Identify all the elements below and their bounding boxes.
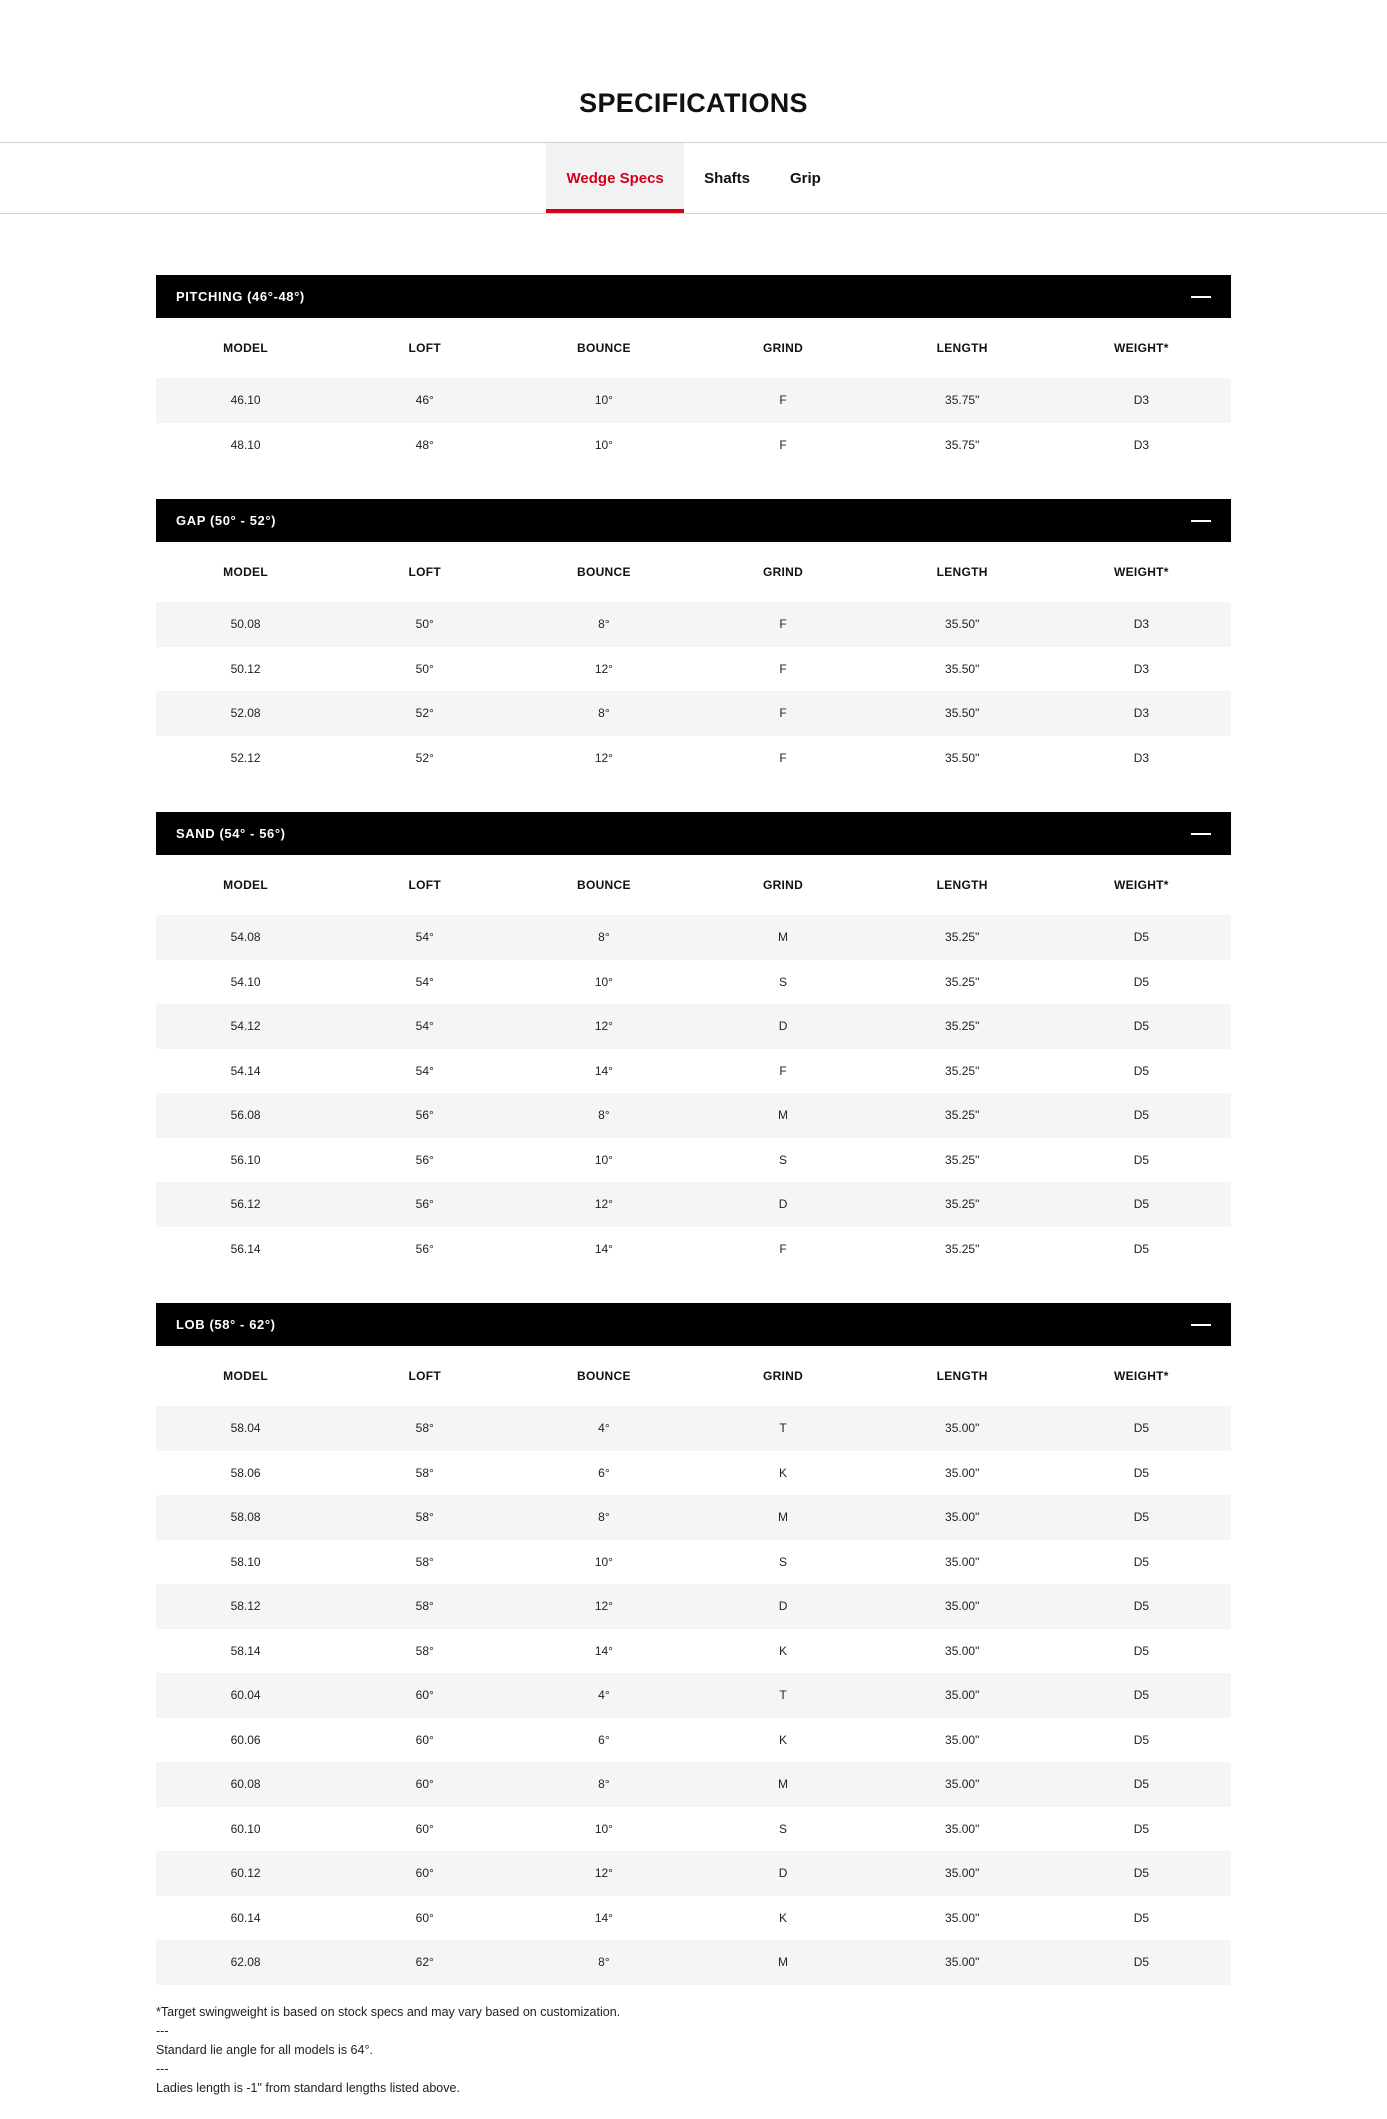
cell-grind: M — [693, 915, 872, 960]
table-row — [156, 960, 1231, 1005]
cell-model: 60.12 — [156, 1851, 335, 1896]
cell-grind: K — [779, 1465, 788, 1480]
cell-grind: D — [693, 1182, 872, 1227]
cell-grind: F — [779, 750, 787, 765]
cell-model: 58.04 — [156, 1406, 335, 1451]
cell-model: 54.14 — [230, 1063, 261, 1078]
minus-icon[interactable] — [1191, 296, 1211, 298]
column-header-bounce: BOUNCE — [576, 565, 631, 579]
table-header-row — [156, 855, 1231, 915]
column-header-bounce: BOUNCE — [576, 878, 631, 892]
column-header-model: MODEL — [223, 878, 268, 892]
spec-table — [156, 855, 1231, 1271]
cell-weight: D5 — [1052, 1182, 1231, 1227]
page-title: SPECIFICATIONS — [579, 88, 808, 118]
cell-grind: F — [779, 1063, 787, 1078]
table-row — [156, 1004, 1231, 1049]
cell-loft: 60° — [415, 1821, 434, 1836]
cell-weight: D5 — [1133, 1465, 1150, 1480]
footnote-line: *Target swingweight is based on stock specs and may vary based on customization. — [156, 2004, 621, 2019]
cell-bounce: 6° — [598, 1465, 610, 1480]
column-header-model: MODEL — [223, 565, 268, 579]
footnote-line: --- — [156, 2023, 169, 2038]
cell-length: 35.00" — [873, 1584, 1052, 1629]
cell-model: 56.14 — [230, 1241, 261, 1256]
spec-table — [156, 318, 1231, 467]
cell-loft: 60° — [415, 1910, 434, 1925]
footnotes — [156, 2003, 1231, 2098]
cell-bounce: 8° — [514, 1093, 693, 1138]
table-row — [156, 378, 1231, 423]
cell-loft: 56° — [335, 1093, 514, 1138]
cell-grind: M — [693, 1495, 872, 1540]
cell-model: 50.08 — [156, 602, 335, 647]
cell-weight: D5 — [1052, 1940, 1231, 1985]
cell-loft: 54° — [415, 974, 434, 989]
table-row — [156, 1718, 1231, 1763]
column-header-length: LENGTH — [936, 1369, 988, 1383]
cell-loft: 58° — [415, 1643, 434, 1658]
cell-model: 60.04 — [156, 1673, 335, 1718]
cell-model: 60.06 — [230, 1732, 261, 1747]
table-row — [156, 1451, 1231, 1496]
cell-model: 58.06 — [230, 1465, 261, 1480]
cell-weight: D5 — [1133, 1732, 1150, 1747]
cell-grind: F — [693, 602, 872, 647]
cell-grind: S — [779, 974, 788, 989]
cell-model: 58.08 — [156, 1495, 335, 1540]
cell-bounce: 14° — [594, 1910, 613, 1925]
cell-length: 35.25" — [945, 1241, 980, 1256]
table-header-row — [156, 1346, 1231, 1406]
minus-icon[interactable] — [1191, 833, 1211, 835]
table-row — [156, 423, 1231, 468]
cell-loft: 54° — [415, 1063, 434, 1078]
cell-bounce: 12° — [514, 1004, 693, 1049]
cell-grind: F — [693, 378, 872, 423]
cell-loft: 60° — [335, 1851, 514, 1896]
table-row — [156, 1673, 1231, 1718]
cell-bounce: 8° — [514, 1762, 693, 1807]
cell-model: 58.10 — [230, 1554, 261, 1569]
column-header-model: MODEL — [223, 341, 268, 355]
cell-weight: D5 — [1133, 1643, 1150, 1658]
cell-weight: D5 — [1052, 1093, 1231, 1138]
cell-bounce: 6° — [598, 1732, 610, 1747]
column-header-bounce: BOUNCE — [576, 1369, 631, 1383]
cell-weight: D5 — [1133, 1241, 1150, 1256]
cell-model: 58.12 — [156, 1584, 335, 1629]
cell-weight: D5 — [1052, 1673, 1231, 1718]
cell-bounce: 12° — [514, 1584, 693, 1629]
cell-bounce: 10° — [594, 1554, 613, 1569]
cell-grind: S — [779, 1821, 788, 1836]
cell-loft: 58° — [335, 1406, 514, 1451]
cell-model: 60.14 — [230, 1910, 261, 1925]
minus-icon[interactable] — [1191, 1324, 1211, 1326]
cell-length: 35.00" — [873, 1673, 1052, 1718]
cell-weight: D5 — [1052, 1406, 1231, 1451]
cell-bounce: 10° — [594, 1821, 613, 1836]
section-title: PITCHING (46°-48°) — [176, 289, 305, 304]
section-title: SAND (54° - 56°) — [176, 826, 286, 841]
cell-bounce: 8° — [514, 915, 693, 960]
footnote-line: Standard lie angle for all models is 64°. — [156, 2042, 373, 2057]
cell-grind: K — [779, 1643, 788, 1658]
table-row — [156, 1049, 1231, 1094]
cell-length: 35.50" — [945, 661, 980, 676]
cell-bounce: 10° — [594, 1152, 613, 1167]
column-header-loft: LOFT — [408, 1369, 441, 1383]
cell-weight: D5 — [1133, 1821, 1150, 1836]
cell-weight: D5 — [1052, 1495, 1231, 1540]
cell-bounce: 14° — [594, 1241, 613, 1256]
cell-grind: M — [693, 1940, 872, 1985]
cell-loft: 58° — [335, 1584, 514, 1629]
cell-loft: 58° — [335, 1495, 514, 1540]
spec-table — [156, 542, 1231, 780]
cell-bounce: 12° — [514, 1182, 693, 1227]
cell-length: 35.25" — [873, 1093, 1052, 1138]
cell-length: 35.00" — [873, 1762, 1052, 1807]
column-header-weight: WEIGHT* — [1114, 1369, 1169, 1383]
section-title: GAP (50° - 52°) — [176, 513, 277, 528]
cell-model: 52.12 — [230, 750, 261, 765]
table-row — [156, 1093, 1231, 1138]
footnote-line: --- — [156, 2061, 169, 2076]
column-header-grind: GRIND — [762, 1369, 804, 1383]
spec-section — [156, 1303, 1231, 1985]
column-header-grind: GRIND — [762, 341, 804, 355]
cell-weight: D5 — [1052, 1851, 1231, 1896]
cell-grind: S — [779, 1152, 788, 1167]
spec-tabs — [0, 142, 1387, 214]
spec-table — [156, 1346, 1231, 1985]
column-header-model: MODEL — [223, 1369, 268, 1383]
cell-weight: D5 — [1133, 1063, 1150, 1078]
cell-length: 35.25" — [873, 1182, 1052, 1227]
cell-model: 60.08 — [156, 1762, 335, 1807]
cell-length: 35.00" — [945, 1643, 980, 1658]
table-row — [156, 602, 1231, 647]
cell-weight: D5 — [1052, 1762, 1231, 1807]
table-row — [156, 1629, 1231, 1674]
table-row — [156, 1182, 1231, 1227]
cell-weight: D3 — [1052, 602, 1231, 647]
cell-length: 35.00" — [873, 1851, 1052, 1896]
cell-loft: 62° — [335, 1940, 514, 1985]
cell-grind: F — [779, 437, 787, 452]
cell-length: 35.00" — [945, 1465, 980, 1480]
cell-model: 50.12 — [230, 661, 261, 676]
cell-length: 35.50" — [945, 750, 980, 765]
column-header-loft: LOFT — [408, 341, 441, 355]
cell-loft: 54° — [335, 915, 514, 960]
section-header[interactable] — [156, 1303, 1231, 1346]
table-header-row — [156, 318, 1231, 378]
table-row — [156, 1807, 1231, 1852]
column-header-grind: GRIND — [762, 565, 804, 579]
table-row — [156, 1406, 1231, 1451]
cell-bounce: 8° — [514, 1495, 693, 1540]
table-row — [156, 1227, 1231, 1272]
cell-model: 54.10 — [230, 974, 261, 989]
cell-weight: D5 — [1052, 1584, 1231, 1629]
cell-weight: D5 — [1133, 1152, 1150, 1167]
cell-model: 54.08 — [156, 915, 335, 960]
column-header-weight: WEIGHT* — [1114, 565, 1169, 579]
cell-model: 56.12 — [156, 1182, 335, 1227]
section-header[interactable] — [156, 275, 1231, 318]
cell-loft: 60° — [335, 1762, 514, 1807]
cell-model: 52.08 — [156, 691, 335, 736]
specs-content — [156, 275, 1231, 2098]
section-header[interactable] — [156, 812, 1231, 855]
table-row — [156, 1584, 1231, 1629]
cell-loft: 52° — [335, 691, 514, 736]
cell-weight: D5 — [1133, 1910, 1150, 1925]
cell-length: 35.50" — [873, 691, 1052, 736]
cell-loft: 56° — [335, 1182, 514, 1227]
table-row — [156, 736, 1231, 781]
cell-grind: D — [693, 1004, 872, 1049]
cell-length: 35.00" — [873, 1495, 1052, 1540]
column-header-grind: GRIND — [762, 878, 804, 892]
cell-bounce: 10° — [594, 974, 613, 989]
cell-grind: F — [693, 691, 872, 736]
section-title: LOB (58° - 62°) — [176, 1317, 276, 1332]
spec-section — [156, 812, 1231, 1271]
cell-bounce: 14° — [594, 1063, 613, 1078]
cell-length: 35.25" — [945, 1152, 980, 1167]
cell-grind: M — [693, 1093, 872, 1138]
tab-grip[interactable]: Grip — [790, 169, 821, 187]
table-row — [156, 1540, 1231, 1585]
cell-bounce: 8° — [514, 691, 693, 736]
minus-icon[interactable] — [1191, 520, 1211, 522]
cell-bounce: 14° — [594, 1643, 613, 1658]
column-header-weight: WEIGHT* — [1114, 341, 1169, 355]
column-header-weight: WEIGHT* — [1114, 878, 1169, 892]
column-header-length: LENGTH — [936, 341, 988, 355]
cell-length: 35.00" — [945, 1554, 980, 1569]
cell-length: 35.00" — [873, 1940, 1052, 1985]
cell-loft: 56° — [415, 1152, 434, 1167]
cell-grind: F — [779, 1241, 787, 1256]
cell-model: 58.14 — [230, 1643, 261, 1658]
cell-loft: 48° — [415, 437, 434, 452]
cell-length: 35.25" — [945, 974, 980, 989]
column-header-loft: LOFT — [408, 565, 441, 579]
cell-length: 35.75" — [873, 378, 1052, 423]
cell-weight: D5 — [1133, 1554, 1150, 1569]
cell-loft: 58° — [415, 1554, 434, 1569]
cell-weight: D3 — [1052, 691, 1231, 736]
cell-loft: 60° — [415, 1732, 434, 1747]
cell-weight: D5 — [1133, 974, 1150, 989]
cell-bounce: 12° — [594, 661, 613, 676]
cell-length: 35.50" — [873, 602, 1052, 647]
spec-section — [156, 499, 1231, 780]
cell-model: 60.10 — [230, 1821, 261, 1836]
table-row — [156, 1762, 1231, 1807]
cell-weight: D3 — [1133, 750, 1150, 765]
footnote-line: Ladies length is -1" from standard lengths listed above. — [156, 2080, 460, 2095]
section-header[interactable] — [156, 499, 1231, 542]
cell-model: 48.10 — [230, 437, 261, 452]
cell-bounce: 12° — [514, 1851, 693, 1896]
cell-weight: D3 — [1133, 437, 1150, 452]
cell-model: 56.10 — [230, 1152, 261, 1167]
cell-loft: 50° — [415, 661, 434, 676]
cell-length: 35.00" — [945, 1821, 980, 1836]
table-header-row — [156, 542, 1231, 602]
cell-loft: 58° — [415, 1465, 434, 1480]
cell-weight: D5 — [1052, 1004, 1231, 1049]
cell-grind: M — [693, 1762, 872, 1807]
cell-weight: D5 — [1052, 915, 1231, 960]
cell-length: 35.00" — [945, 1732, 980, 1747]
cell-model: 56.08 — [156, 1093, 335, 1138]
cell-grind: K — [779, 1732, 788, 1747]
column-header-bounce: BOUNCE — [576, 341, 631, 355]
cell-length: 35.25" — [945, 1063, 980, 1078]
table-row — [156, 1495, 1231, 1540]
spec-section — [156, 275, 1231, 467]
cell-length: 35.00" — [873, 1406, 1052, 1451]
table-row — [156, 1138, 1231, 1183]
cell-loft: 50° — [335, 602, 514, 647]
column-header-length: LENGTH — [936, 565, 988, 579]
cell-bounce: 8° — [514, 1940, 693, 1985]
table-row — [156, 915, 1231, 960]
cell-grind: F — [779, 661, 787, 676]
cell-loft: 52° — [415, 750, 434, 765]
cell-length: 35.25" — [873, 1004, 1052, 1049]
cell-grind: T — [693, 1406, 872, 1451]
cell-bounce: 10° — [594, 437, 613, 452]
cell-length: 35.75" — [945, 437, 980, 452]
cell-bounce: 8° — [514, 602, 693, 647]
cell-weight: D3 — [1133, 661, 1150, 676]
cell-bounce: 10° — [514, 378, 693, 423]
cell-loft: 46° — [335, 378, 514, 423]
cell-grind: K — [779, 1910, 788, 1925]
cell-length: 35.00" — [945, 1910, 980, 1925]
tab-shafts[interactable]: Shafts — [704, 169, 750, 187]
cell-bounce: 4° — [514, 1406, 693, 1451]
cell-loft: 56° — [415, 1241, 434, 1256]
cell-model: 54.12 — [156, 1004, 335, 1049]
cell-weight: D3 — [1052, 378, 1231, 423]
column-header-loft: LOFT — [408, 878, 441, 892]
cell-grind: D — [693, 1851, 872, 1896]
cell-grind: D — [693, 1584, 872, 1629]
table-row — [156, 1896, 1231, 1941]
cell-grind: S — [779, 1554, 788, 1569]
cell-bounce: 4° — [514, 1673, 693, 1718]
cell-grind: T — [693, 1673, 872, 1718]
cell-model: 46.10 — [156, 378, 335, 423]
column-header-length: LENGTH — [936, 878, 988, 892]
table-row — [156, 647, 1231, 692]
cell-loft: 60° — [335, 1673, 514, 1718]
table-row — [156, 1940, 1231, 1985]
table-row — [156, 691, 1231, 736]
cell-loft: 54° — [335, 1004, 514, 1049]
cell-length: 35.25" — [873, 915, 1052, 960]
cell-bounce: 12° — [594, 750, 613, 765]
table-row — [156, 1851, 1231, 1896]
cell-model: 62.08 — [156, 1940, 335, 1985]
tab-wedge-specs[interactable]: Wedge Specs — [546, 143, 684, 213]
